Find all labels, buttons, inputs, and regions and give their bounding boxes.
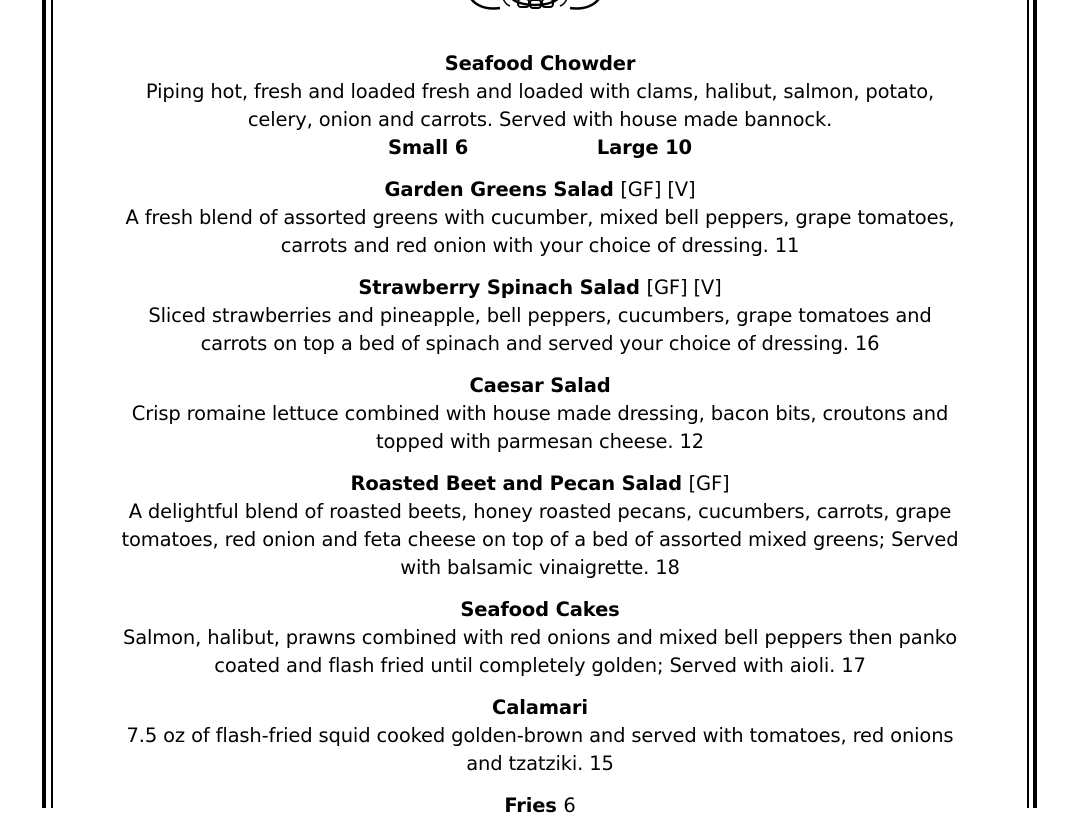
menu-item-seafood-cakes (118, 596, 962, 680)
page-border-right-inner (1027, 0, 1029, 808)
menu-item-name: Garden Greens Salad (384, 178, 614, 201)
menu-item-description: Sliced strawberries and pineapple, bell peppers, cucumbers, grape tomatoes and carrots on top a bed of spinach and served your choice of dressing. 16 (148, 304, 932, 355)
menu-item-title (118, 596, 962, 624)
menu-item-description: Crisp romaine lettuce combined with house made dressing, bacon bits, croutons and topped with parmesan cheese. 12 (131, 402, 949, 453)
menu-item-calamari (118, 694, 962, 778)
menu-item-tags: [GF] [V] (620, 178, 696, 201)
size-small-price: Small 6 (388, 136, 469, 159)
menu-item-name: Strawberry Spinach Salad (358, 276, 640, 299)
menu-item-name: Caesar Salad (469, 374, 611, 397)
menu-item-name: Roasted Beet and Pecan Salad (350, 472, 682, 495)
menu-item-name: Seafood Chowder (444, 52, 636, 75)
menu-item-title (118, 470, 962, 498)
menu-item-description: Piping hot, fresh and loaded fresh and loaded with clams, halibut, salmon, potato, celery, onion and carrots. Served with house made bannock. (145, 80, 935, 131)
menu-item-sizes (118, 134, 962, 162)
menu-item-title (118, 694, 962, 722)
ornament-logo (460, 0, 610, 16)
menu-item-fries (118, 792, 962, 820)
menu-item-name: Fries (504, 794, 557, 817)
size-large-price: Large 10 (596, 136, 692, 159)
menu-item-seafood-chowder (118, 50, 962, 162)
page-border-left-outer (42, 0, 46, 808)
menu-item-title (118, 372, 962, 400)
menu-item-name: Seafood Cakes (460, 598, 620, 621)
menu-item-roasted-beet-pecan-salad (118, 470, 962, 582)
menu-item-description: 7.5 oz of flash-fried squid cooked golden-brown and served with tomatoes, red onions and tzatziki. 15 (126, 724, 954, 775)
menu-item-title (118, 274, 962, 302)
menu-item-price: 6 (563, 794, 576, 817)
menu-item-title (118, 792, 962, 820)
page-border-left-inner (51, 0, 53, 808)
menu-list (118, 50, 962, 834)
menu-item-description: Salmon, halibut, prawns combined with red onions and mixed bell peppers then panko coated and flash fried until completely golden; Served with aioli. 17 (122, 626, 958, 677)
menu-item-title (118, 176, 962, 204)
menu-item-tags: [GF] (688, 472, 730, 495)
menu-item-garden-greens-salad (118, 176, 962, 260)
page-border-right-outer (1033, 0, 1037, 808)
menu-item-title (118, 50, 962, 78)
menu-item-caesar-salad (118, 372, 962, 456)
menu-item-tags: [GF] [V] (646, 276, 722, 299)
menu-item-name: Calamari (492, 696, 588, 719)
menu-item-description: A delightful blend of roasted beets, honey roasted pecans, cucumbers, carrots, grape tomatoes, red onion and feta cheese on top of a bed of assorted mixed greens; Served with balsamic vinaigrette. 18 (121, 500, 959, 579)
menu-item-description: A fresh blend of assorted greens with cucumber, mixed bell peppers, grape tomatoes, carrots and red onion with your choice of dressing. 11 (125, 206, 955, 257)
menu-item-strawberry-spinach-salad (118, 274, 962, 358)
